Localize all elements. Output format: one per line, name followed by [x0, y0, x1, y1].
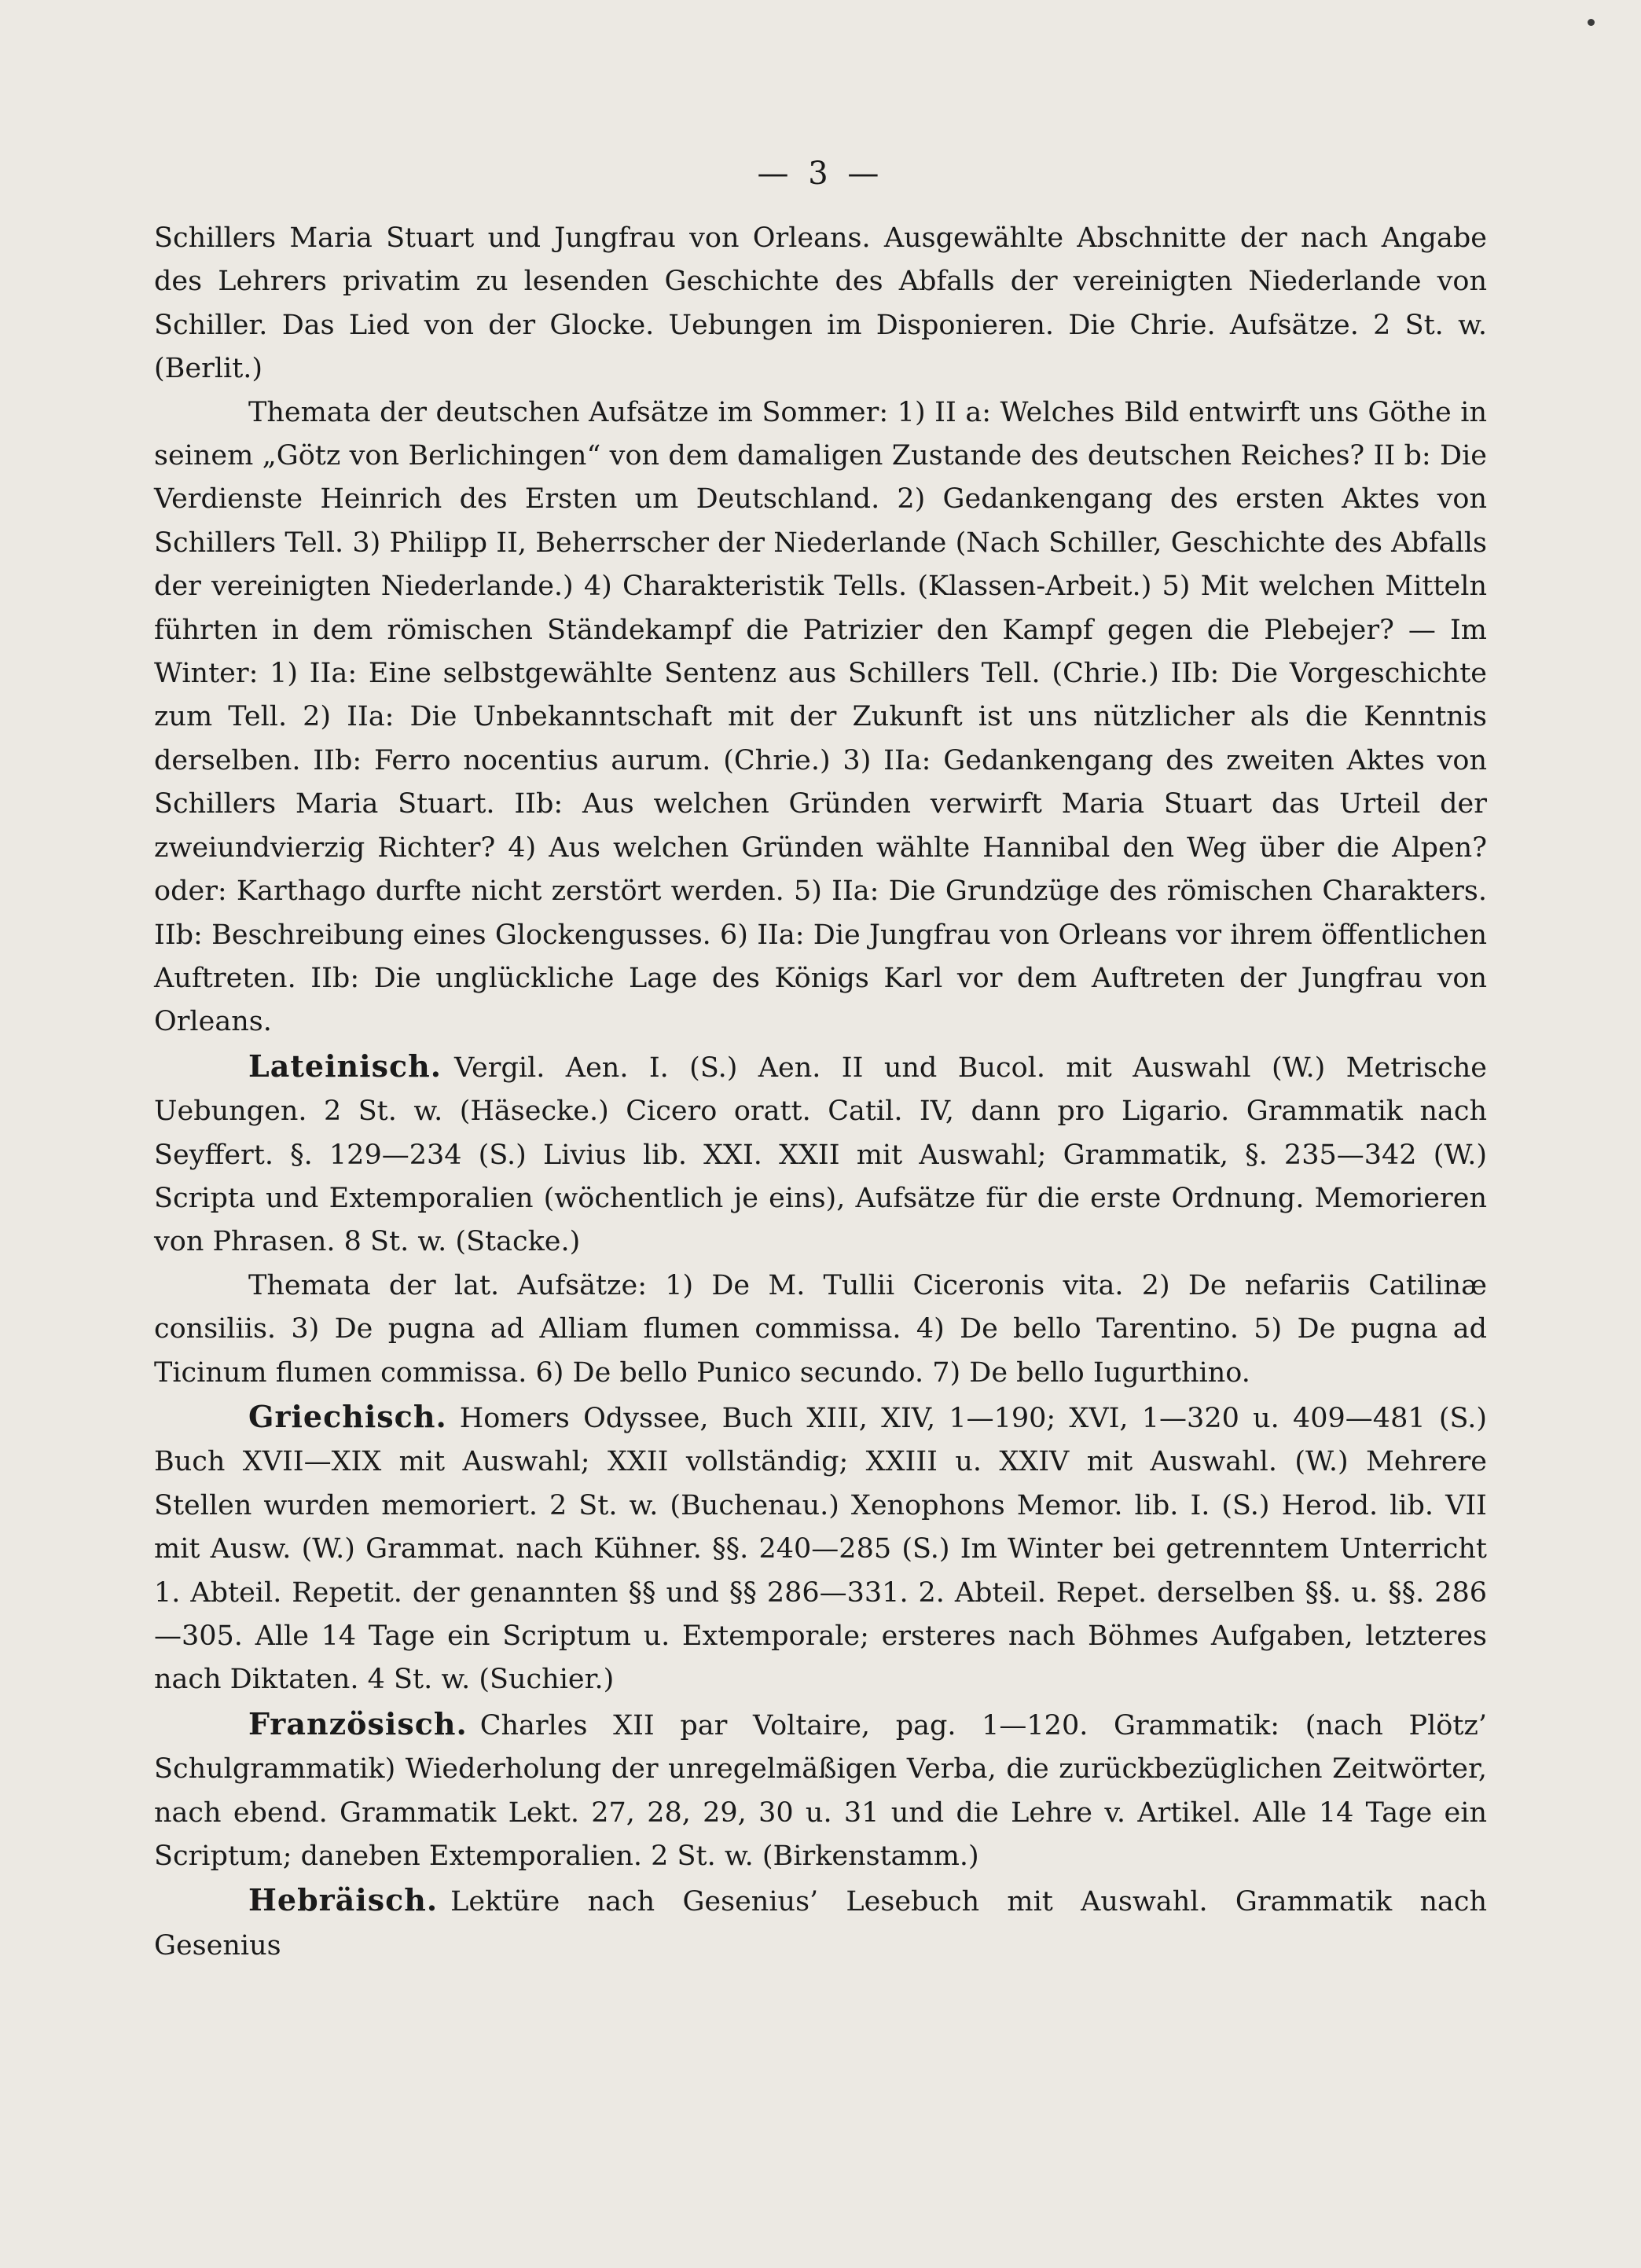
subject-heading-franzoesisch: Französisch. [248, 1705, 468, 1741]
subject-heading-griechisch: Griechisch. [248, 1398, 447, 1434]
paragraph-deutsch-themata: Themata der deutschen Aufsätze im Sommer: 1) II a: Welches Bild entwirft uns Göthe in seinem „Götz von Berlichingen“ von dem damaligen Zustande des deutschen Reiches? II b: Die Verdienste Heinrich des Ersten um Deutschland. 2) Gedankengang des ersten Aktes von Schillers Tell. 3) Philipp II, Beherrscher der Niederlande (Nach Schiller, Geschichte des Abfalls der vereinigten Niederlande.) 4) Charakteristik Tells. (Klassen-Arbeit.) 5) Mit welchen Mitteln führten in dem römischen Ständekampf die Patrizier den Kampf gegen die Plebejer? — Im Winter: 1) IIa: Eine selbstgewählte Sentenz aus Schillers Tell. (Chrie.) IIb: Die Vorgeschichte zum Tell. 2) IIa: Die Unbekanntschaft mit der Zukunft ist uns nützlicher als die Kenntnis derselben. IIb: Ferro nocentius aurum. (Chrie.) 3) IIa: Gedankengang des zweiten Aktes von Schillers Maria Stuart. IIb: Aus welchen Gründen verwirft Maria Stuart das Urteil der zweiundvierzig Richter? 4) Aus welchen Gründen wählte Hannibal den Weg über die Alpen? oder: Karthago durfte nicht zerstört werden. 5) IIa: Die Grundzüge des römischen Charakters. IIb: Beschreibung eines Glockengusses. 6) IIa: Die Jungfrau von Orleans vor ihrem öffentlichen Auftreten. IIb: Die unglückliche Lage des Königs Karl vor dem Auftreten der Jungfrau von Orleans. [154, 396, 1487, 1038]
paragraph-deutsch-continued: Schillers Maria Stuart und Jungfrau von Orleans. Ausgewählte Abschnitte der nach Angabe des Lehrers privatim zu lesenden Geschichte des Abfalls der vereinigten Niederlande von Schiller. Das Lied von der Glocke. Uebungen im Disponieren. Die Chrie. Aufsätze. 2 St. w. (Berlit.) [154, 222, 1487, 385]
paragraph-franzoesisch [154, 1702, 1487, 1879]
paragraph-griechisch [154, 1395, 1487, 1702]
paragraph-hebraeisch [154, 1878, 1487, 1968]
subject-heading-latein: Lateinisch. [248, 1048, 442, 1084]
page-number: — 3 — [757, 156, 884, 192]
griechisch-text: Homers Odyssee, Buch XIII, XIV, 1—190; XVI, 1—320 u. 409—481 (S.) Buch XVII—XIX mit Auswahl; XXII vollständig; XXIII u. XXIV mit Auswahl. (W.) Mehrere Stellen wurden memoriert. 2 St. w. (Buchenau.) Xenophons Memor. lib. I. (S.) Herod. lib. VII mit Ausw. (W.) Grammat. nach Kühner. §§. 240—285 (S.) Im Winter bei getrenntem Unterricht 1. Abteil. Repetit. der genannten §§ und §§ 286—331. 2. Abteil. Repet. derselben §§. u. §§. 286—305. Alle 14 Tage ein Scriptum u. Extemporale; ersteres nach Böhmes Aufgaben, letzteres nach Diktaten. 4 St. w. (Suchier.) [154, 1402, 1487, 1696]
ink-speck [1588, 19, 1595, 26]
latein-text: Vergil. Aen. I. (S.) Aen. II und Bucol. mit Auswahl (W.) Metrische Uebungen. 2 St. w. (Häsecke.) Cicero oratt. Catil. IV, dann pro Ligario. Grammatik nach Seyffert. §. 129—234 (S.) Livius lib. XXI. XXII mit Auswahl; Grammatik, §. 235—342 (W.) Scripta und Extemporalien (wöchentlich je eins), Aufsätze für die erste Ordnung. Memorieren von Phrasen. 8 St. w. (Stacke.) [154, 1051, 1487, 1258]
paragraph-latein [154, 1044, 1487, 1264]
subject-heading-hebraeisch: Hebräisch. [248, 1882, 439, 1918]
hebraeisch-text: Lektüre nach Gesenius’ Lesebuch mit Auswahl. Grammatik nach Gesenius [154, 1886, 1487, 1962]
paragraph-latein-themata: Themata der lat. Aufsätze: 1) De M. Tullii Ciceronis vita. 2) De nefariis Catilinæ consiliis. 3) De pugna ad Alliam flumen commissa. 4) De bello Tarentino. 5) De pugna ad Ticinum flumen commissa. 6) De bello Punico secundo. 7) De bello Iugurthino. [154, 1269, 1487, 1389]
franzoesisch-text: Charles XII par Voltaire, pag. 1—120. Grammatik: (nach Plötz’ Schulgrammatik) Wiederholung der unregelmäßigen Verba, die zurückbezüglichen Zeitwörter, nach ebend. Grammatik Lekt. 27, 28, 29, 30 u. 31 und die Lehre v. Artikel. Alle 14 Tage ein Scriptum; daneben Extemporalien. 2 St. w. (Birkenstamm.) [154, 1709, 1487, 1873]
page-body [154, 217, 1487, 1968]
